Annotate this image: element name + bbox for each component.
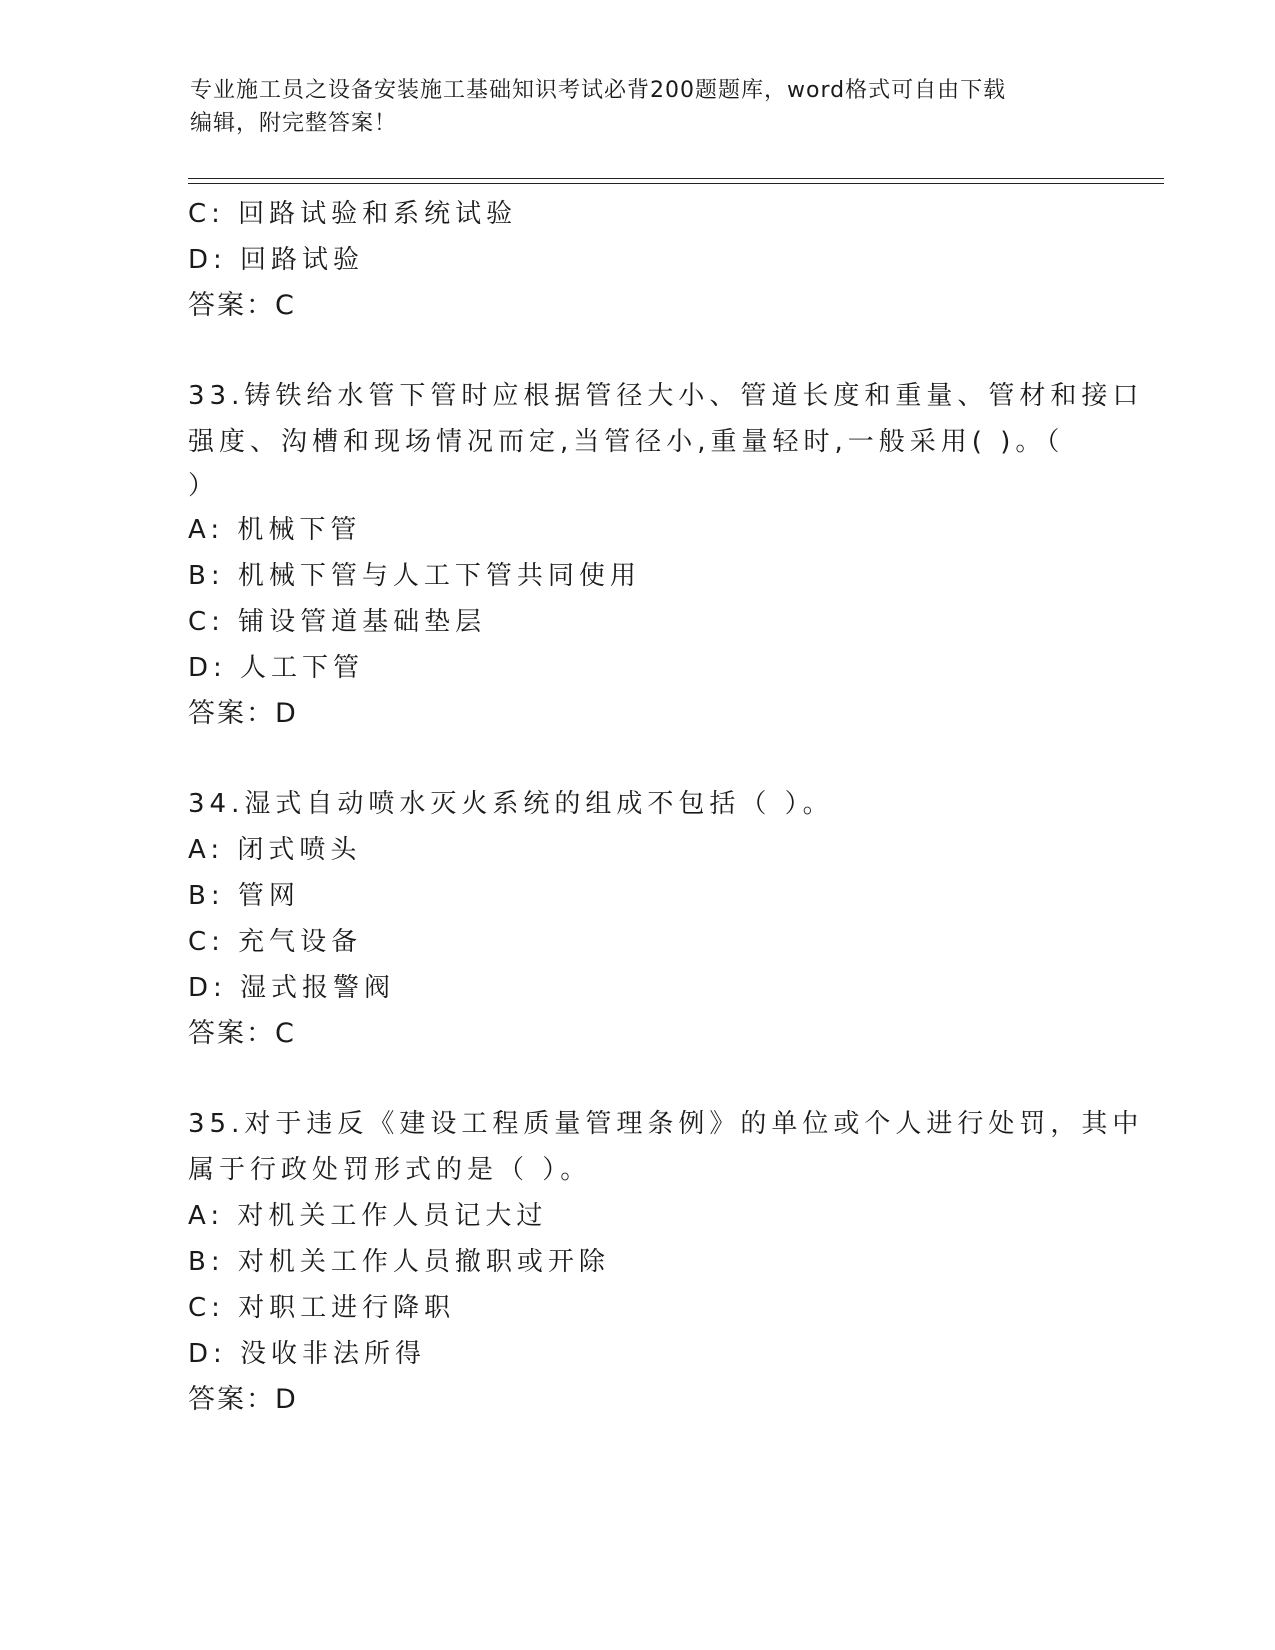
question-text-line: ） [188, 471, 220, 501]
header-title-line-1: 专业施工员之设备安装施工基础知识考试必背200题题库，word格式可自由下载 [190, 78, 1007, 103]
question-text-line: 35.对于违反《建设工程质量管理条例》的单位或个人进行处罚，其中 [188, 1109, 1144, 1139]
header-divider-bottom [188, 183, 1164, 184]
question-32-continued [188, 191, 1088, 329]
option-b: B: 对机关工作人员撤职或开除 [188, 1247, 610, 1277]
option-b: B: 管网 [188, 881, 300, 911]
question-text-line: 33.铸铁给水管下管时应根据管径大小、管道长度和重量、管材和接口 [188, 381, 1144, 411]
answer-line: 答案：D [188, 1384, 298, 1415]
question-33 [188, 373, 1144, 737]
question-text-line: 属于行政处罚形式的是（ ）。 [188, 1155, 592, 1185]
answer-line: 答案：D [188, 698, 298, 729]
question-text-line: 强度、沟槽和现场情况而定,当管径小,重量轻时,一般采用( )。（ [188, 427, 1065, 457]
spacer [188, 737, 1088, 781]
option-c: C: 充气设备 [188, 927, 363, 957]
question-list [188, 191, 1144, 1423]
option-d: D: 湿式报警阀 [188, 973, 396, 1003]
option-a: A: 闭式喷头 [188, 835, 362, 865]
question-35 [188, 1101, 1144, 1423]
option-a: A: 对机关工作人员记大过 [188, 1201, 548, 1231]
option-c: C: 对职工进行降职 [188, 1293, 456, 1323]
question-text-line: 34.湿式自动喷水灭火系统的组成不包括（ ）。 [188, 789, 834, 819]
option-d: D: 没收非法所得 [188, 1339, 427, 1369]
option-d: D: 回路试验 [188, 245, 365, 275]
option-b: B: 机械下管与人工下管共同使用 [188, 561, 641, 591]
option-c: C: 铺设管道基础垫层 [188, 607, 487, 637]
header-title-line-2: 编辑，附完整答案！ [190, 111, 398, 136]
spacer [188, 1057, 1088, 1101]
spacer [188, 329, 1088, 373]
question-34 [188, 781, 1088, 1057]
answer-line: 答案：C [188, 290, 296, 321]
option-c: C: 回路试验和系统试验 [188, 199, 518, 229]
answer-line: 答案：C [188, 1018, 296, 1049]
option-a: A: 机械下管 [188, 515, 362, 545]
option-d: D: 人工下管 [188, 653, 365, 683]
document-header [190, 74, 1090, 140]
header-divider-top [188, 178, 1164, 179]
